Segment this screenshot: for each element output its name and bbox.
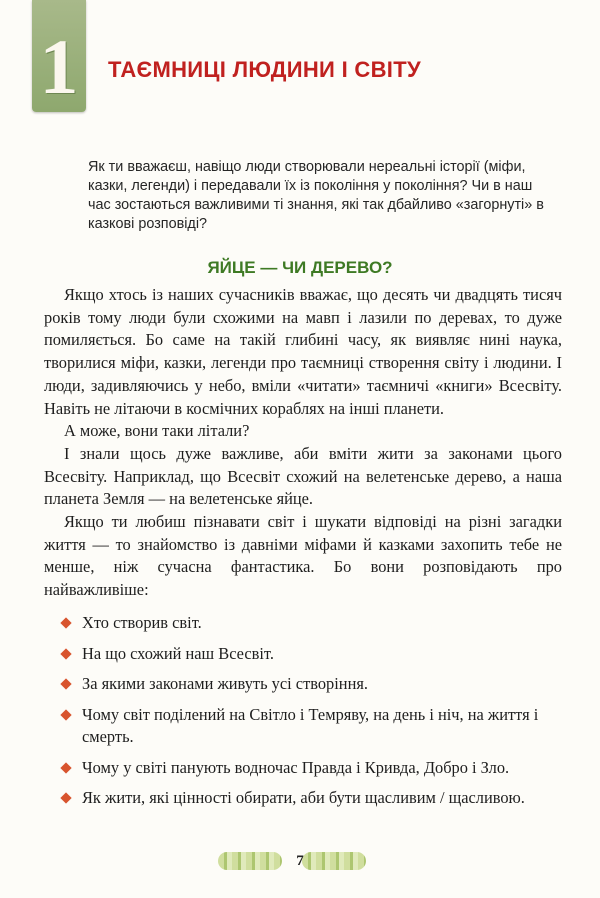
list-item xyxy=(62,704,554,749)
list-item-text: За якими законами живуть усі створіння. xyxy=(82,674,368,693)
section-title: ЯЙЦЕ — ЧИ ДЕРЕВО? xyxy=(207,258,393,277)
diamond-bullet-icon xyxy=(60,678,71,689)
body-text xyxy=(44,284,562,602)
list-item xyxy=(62,757,554,780)
diamond-bullet-icon xyxy=(60,792,71,803)
bullet-list xyxy=(62,612,554,818)
list-item xyxy=(62,787,554,810)
list-item xyxy=(62,643,554,666)
list-item-text: Як жити, які цінності обирати, аби бути щасливим / щасливою. xyxy=(82,788,525,807)
intro-question: Як ти вважаєш, навіщо люди створювали нереальні історії (міфи, казки, легенди) і передавали їх із покоління у покоління? Чи в наш час зостаються важливими ті знання, які так дбайливо «загорнуті» в казкові розповіді? xyxy=(88,159,544,232)
list-item xyxy=(62,673,554,696)
diamond-bullet-icon xyxy=(60,617,71,628)
chapter-number: 1 xyxy=(39,23,79,110)
list-item-text: Чому світ поділений на Світло і Темряву, на день і ніч, на життя і смерть. xyxy=(82,704,539,746)
paragraph: Якщо хтось із наших сучасників вважає, що десять чи двадцять тисяч років тому люди були схожими на мавп і лазили по деревах, то дуже помиляється. Бо саме на такій глибині часу, як виявляє нині наука, творилися міфи, казки, легенди про таємниці створення світу і людини. І люди, задивляючись у небо, вміли «читати» таємничі «книги» Всесвіту. Навіть не літаючи в космічних кораблях на інші планети. xyxy=(44,285,562,418)
chapter-title: ТАЄМНИЦІ ЛЮДИНИ І СВІТУ xyxy=(108,57,421,82)
list-item-text: Хто створив світ. xyxy=(82,613,202,632)
diamond-bullet-icon xyxy=(60,648,71,659)
diamond-bullet-icon xyxy=(60,762,71,773)
chapter-tab xyxy=(32,0,86,112)
paragraph: А може, вони таки літали? xyxy=(64,421,250,441)
list-item xyxy=(62,612,554,635)
list-item-text: Чому у світі панують водночас Правда і Кривда, Добро і Зло. xyxy=(82,757,510,777)
list-item-text: На що схожий наш Всесвіт. xyxy=(82,643,274,663)
paragraph: І знали щось дуже важливе, аби вміти жити за законами цього Всесвіту. Наприклад, що Всесвіт схожий на велетенське дерево, а наша планета Земля — на велетенське яйце. xyxy=(44,443,562,509)
page-number: 7 xyxy=(296,853,304,869)
diamond-bullet-icon xyxy=(60,709,71,720)
paragraph: Якщо ти любиш пізнавати світ і шукати відповіді на різні загадки життя — то знайомство із давніми міфами й казками захопить тебе не менше, ніж сучасна фантастика. Бо вони розповідають про найважливіше: xyxy=(44,512,562,600)
